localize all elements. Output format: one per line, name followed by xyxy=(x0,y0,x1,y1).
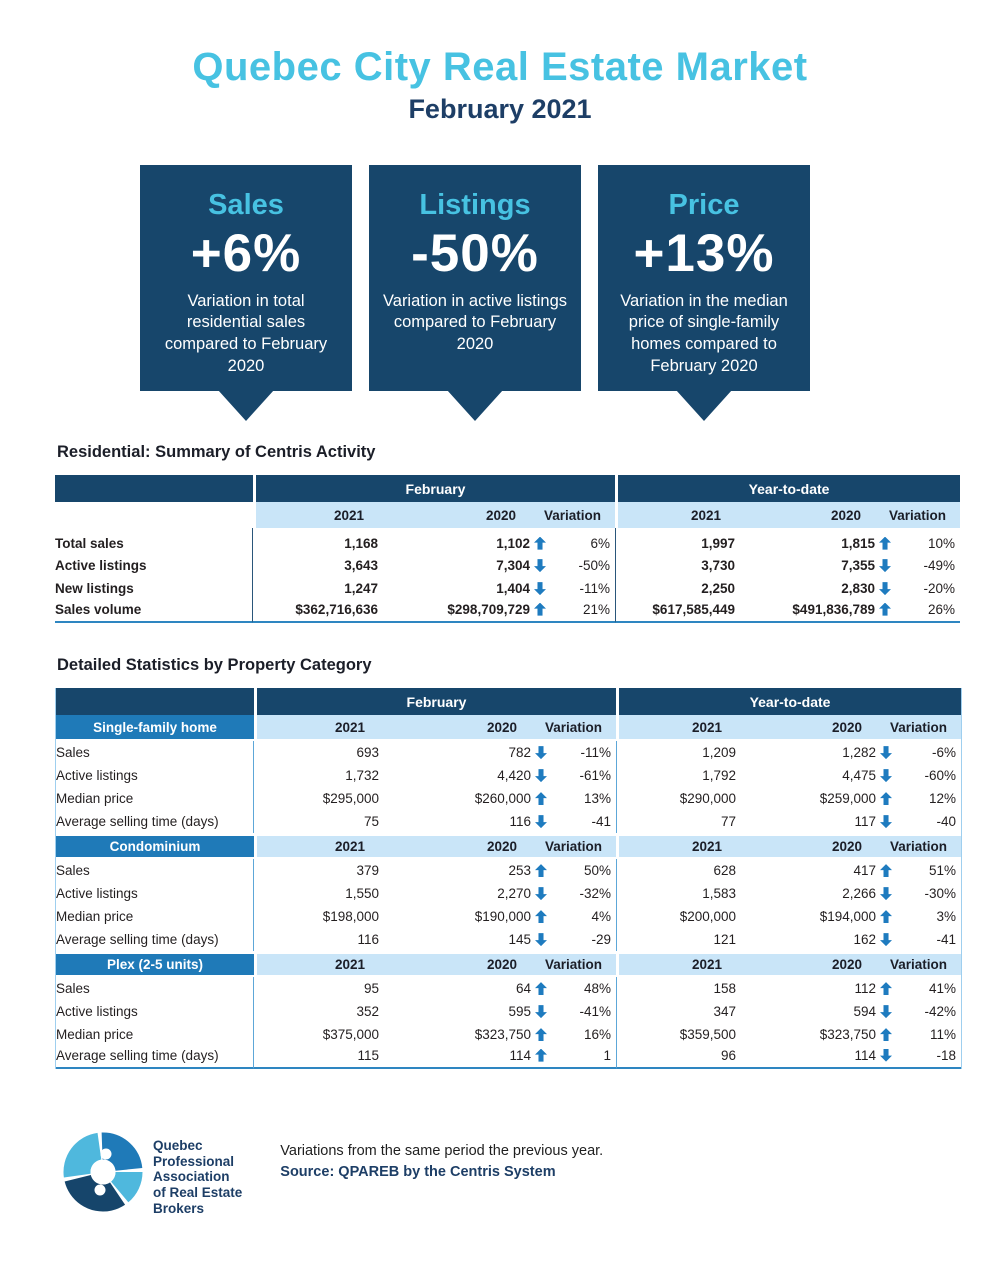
ytd-variation xyxy=(876,859,961,882)
kpi-value: +13% xyxy=(633,223,775,283)
row-label: Median price xyxy=(56,905,254,928)
col-header-2020: 2020 xyxy=(379,715,531,741)
ytd-2021-value: 628 xyxy=(616,859,736,882)
variation-arrow-icon xyxy=(880,769,892,782)
col-header-variation: Variation xyxy=(876,951,961,977)
variation-value: 11% xyxy=(930,1027,957,1043)
feb-2020-value: 116 xyxy=(509,814,531,830)
ytd-2020-value: 117 xyxy=(854,814,877,830)
kpi-value: -50% xyxy=(411,223,539,283)
category-header-row xyxy=(56,833,961,859)
ytd-2021-value: 1,583 xyxy=(616,882,736,905)
ytd-variation xyxy=(876,741,961,764)
feb-2021-value: 379 xyxy=(356,863,379,879)
category-header-row xyxy=(56,715,961,741)
feb-2020-value: 7,304 xyxy=(496,558,530,574)
col-header-2020: 2020 xyxy=(736,833,876,859)
page-subtitle: February 2021 xyxy=(408,94,592,124)
category-name: Single-family home xyxy=(56,715,254,741)
feb-variation xyxy=(531,1023,616,1046)
variation-arrow-icon xyxy=(535,864,547,877)
feb-2021-value: 1,168 xyxy=(344,535,378,551)
feb-2020-value: 1,404 xyxy=(496,581,530,597)
table-row xyxy=(56,741,961,764)
row-label: New listings xyxy=(55,577,253,600)
col-header-2021: 2021 xyxy=(254,715,379,741)
ytd-variation xyxy=(876,787,961,810)
variation-arrow-icon xyxy=(880,982,892,995)
feb-2021-value: $362,716,636 xyxy=(253,600,378,623)
variation-arrow-icon xyxy=(880,864,892,877)
variation-arrow-icon xyxy=(880,815,892,828)
row-label: Total sales xyxy=(55,528,253,554)
report-header xyxy=(0,0,1000,127)
feb-2021-value: $198,000 xyxy=(322,909,379,925)
ytd-2021-value: $617,585,449 xyxy=(615,600,735,623)
table-row xyxy=(56,787,961,810)
variation-value: 41% xyxy=(929,981,957,997)
ytd-2021-value: 96 xyxy=(616,1046,736,1069)
variation-arrow-icon xyxy=(535,1028,547,1041)
ytd-variation xyxy=(876,1000,961,1023)
detail-table xyxy=(55,688,962,1069)
feb-2020-value: 595 xyxy=(508,1004,531,1020)
feb-variation xyxy=(531,928,616,951)
variation-arrow-icon xyxy=(880,1005,892,1018)
ytd-2020-value: $194,000 xyxy=(819,909,877,925)
row-label: Active listings xyxy=(55,554,253,577)
ytd-variation xyxy=(876,882,961,905)
variation-value: 12% xyxy=(929,791,957,807)
ytd-2021-value: 1,792 xyxy=(616,764,736,787)
ytd-2021-value: $200,000 xyxy=(616,905,736,928)
row-label: Sales xyxy=(56,859,254,882)
variation-arrow-icon xyxy=(880,1049,892,1062)
variation-arrow-icon xyxy=(535,982,547,995)
summary-table xyxy=(55,475,960,623)
kpi-description: Variation in active listings compared to February 2020 xyxy=(382,291,568,354)
feb-variation xyxy=(531,905,616,928)
variation-value: 51% xyxy=(929,863,957,879)
col-header-2021: 2021 xyxy=(254,833,379,859)
feb-variation xyxy=(531,859,616,882)
feb-2021-value: 1,732 xyxy=(345,768,379,784)
feb-variation xyxy=(531,741,616,764)
ytd-variation xyxy=(875,577,960,600)
feb-2020-value: $323,750 xyxy=(474,1027,531,1043)
row-label: Median price xyxy=(56,1023,254,1046)
row-label: Average selling time (days) xyxy=(56,1046,254,1069)
variation-arrow-icon xyxy=(535,933,547,946)
kpi-heading: Sales xyxy=(208,189,284,222)
col-header-2021: 2021 xyxy=(253,502,378,528)
table-row xyxy=(56,859,961,882)
ytd-2020-value: 2,830 xyxy=(841,581,876,597)
variation-value: -11% xyxy=(579,581,611,597)
table-row xyxy=(55,600,960,623)
variation-arrow-icon xyxy=(535,1005,547,1018)
corner-cell xyxy=(56,688,254,715)
variation-value: 3% xyxy=(936,909,957,925)
table-row xyxy=(56,928,961,951)
row-label: Sales volume xyxy=(55,600,253,623)
variation-value: 13% xyxy=(583,791,612,807)
table-row xyxy=(56,905,961,928)
variation-arrow-icon xyxy=(535,815,547,828)
variation-arrow-icon xyxy=(880,1028,892,1041)
variation-arrow-icon xyxy=(534,582,546,595)
ytd-2021-value: $359,500 xyxy=(616,1023,736,1046)
feb-2021-value: 1,247 xyxy=(344,581,378,597)
ytd-2020-value: 112 xyxy=(854,981,877,997)
row-label: Sales xyxy=(56,977,254,1000)
variation-arrow-icon xyxy=(534,559,546,572)
variation-value: -41% xyxy=(579,1004,612,1020)
col-header-2021: 2021 xyxy=(616,715,736,741)
kpi-sales-callout xyxy=(140,165,352,391)
variation-arrow-icon xyxy=(879,559,891,572)
row-label: Sales xyxy=(56,741,254,764)
feb-2020-value: 2,270 xyxy=(497,886,531,902)
variation-arrow-icon xyxy=(880,746,892,759)
variation-value: -49% xyxy=(923,558,956,574)
feb-2020-value: 64 xyxy=(515,981,531,997)
ytd-variation xyxy=(875,528,960,554)
category-name: Plex (2-5 units) xyxy=(56,951,254,977)
source-note: Source: QPAREB by the Centris System xyxy=(280,1164,556,1181)
variation-value: 16% xyxy=(583,1027,612,1043)
ytd-2021-value: 3,730 xyxy=(615,554,735,577)
ytd-2021-value: 121 xyxy=(616,928,736,951)
org-name xyxy=(153,1129,242,1216)
ytd-variation xyxy=(875,554,960,577)
col-header-2020: 2020 xyxy=(379,833,531,859)
col-header-variation: Variation xyxy=(530,502,615,528)
ytd-2020-value: 417 xyxy=(853,863,877,879)
variation-arrow-icon xyxy=(879,537,891,550)
variation-arrow-icon xyxy=(879,603,891,616)
org-name-line: Association xyxy=(153,1169,230,1185)
variation-value: 48% xyxy=(583,981,612,997)
table-row xyxy=(56,1023,961,1046)
ytd-variation xyxy=(876,810,961,833)
feb-2020-value: 4,420 xyxy=(497,768,531,784)
feb-2021-value: 115 xyxy=(254,1046,379,1069)
table-row xyxy=(56,1000,961,1023)
variation-value: -40 xyxy=(936,814,957,830)
variation-arrow-icon xyxy=(535,769,547,782)
variation-value: -50% xyxy=(578,558,611,574)
ytd-2020-value: 594 xyxy=(853,1004,877,1020)
feb-variation xyxy=(531,1000,616,1023)
table-row xyxy=(56,810,961,833)
variation-value: -30% xyxy=(924,886,957,902)
feb-2020-value: 145 xyxy=(508,932,531,948)
ytd-variation xyxy=(876,905,961,928)
ytd-variation xyxy=(876,764,961,787)
variation-value: -18 xyxy=(936,1047,957,1063)
variation-arrow-icon xyxy=(880,792,892,805)
feb-2020-value: 253 xyxy=(508,863,531,879)
feb-variation xyxy=(531,810,616,833)
variation-value: -41 xyxy=(591,814,612,830)
group-header-ytd: Year-to-date xyxy=(615,475,960,502)
ytd-2020-value: $259,000 xyxy=(819,791,877,807)
feb-2021-value: 1,550 xyxy=(345,886,379,902)
col-header-variation: Variation xyxy=(875,502,960,528)
ytd-2020-value: 1,282 xyxy=(842,745,877,761)
variation-value: 4% xyxy=(591,909,612,925)
ytd-variation xyxy=(876,1046,961,1069)
page-title: Quebec City Real Estate Market xyxy=(192,45,808,89)
col-header-2021: 2021 xyxy=(616,951,736,977)
ytd-2020-value: 162 xyxy=(853,932,877,948)
feb-2021-value: 693 xyxy=(356,745,379,761)
table-row xyxy=(55,528,960,554)
variation-value: 6% xyxy=(590,535,611,551)
col-header-2020: 2020 xyxy=(735,502,875,528)
kpi-description: Variation in total residential sales compared to February 2020 xyxy=(164,291,328,375)
kpi-price-callout xyxy=(598,165,810,391)
feb-variation xyxy=(531,787,616,810)
feb-2021-value: $375,000 xyxy=(322,1027,379,1043)
summary-section-title: Residential: Summary of Centris Activity xyxy=(57,443,376,462)
feb-variation xyxy=(531,882,616,905)
table-row xyxy=(56,1046,961,1069)
feb-variation xyxy=(530,600,615,623)
ytd-2020-value: 7,355 xyxy=(841,558,876,574)
variation-arrow-icon xyxy=(880,933,892,946)
category-header-row xyxy=(56,951,961,977)
ytd-2021-value: 158 xyxy=(616,977,736,1000)
col-header-2021: 2021 xyxy=(615,502,735,528)
row-label: Median price xyxy=(56,787,254,810)
feb-variation xyxy=(531,764,616,787)
kpi-value: +6% xyxy=(190,223,302,283)
ytd-2020-value: 4,475 xyxy=(842,768,877,784)
corner-cell xyxy=(55,475,253,502)
feb-variation xyxy=(530,554,615,577)
ytd-variation xyxy=(875,600,960,623)
blank-cell xyxy=(55,502,253,528)
variation-arrow-icon xyxy=(534,603,546,616)
org-name-line: Brokers xyxy=(153,1200,205,1216)
col-header-2020: 2020 xyxy=(736,715,876,741)
feb-2021-value: 352 xyxy=(356,1004,379,1020)
col-header-2020: 2020 xyxy=(378,502,530,528)
feb-2021-value: $295,000 xyxy=(322,791,379,807)
ytd-variation xyxy=(876,1023,961,1046)
variation-value: -11% xyxy=(580,745,612,761)
col-header-2020: 2020 xyxy=(379,951,531,977)
feb-2020-value: 114 xyxy=(379,1046,531,1069)
ytd-2020-value: 114 xyxy=(736,1046,876,1069)
variation-value: -61% xyxy=(579,768,612,784)
variation-value: 10% xyxy=(928,535,956,551)
kpi-heading: Listings xyxy=(419,189,531,222)
variation-value: -32% xyxy=(579,886,612,902)
variation-arrow-icon xyxy=(879,582,891,595)
kpi-callouts xyxy=(140,165,1000,391)
ytd-2020-value: 1,815 xyxy=(841,535,876,551)
feb-variation xyxy=(531,977,616,1000)
variation-value: 26% xyxy=(928,601,956,617)
variation-arrow-icon xyxy=(535,1049,547,1062)
col-header-variation: Variation xyxy=(531,833,616,859)
ytd-2020-value: $323,750 xyxy=(819,1027,877,1043)
col-header-variation: Variation xyxy=(876,833,961,859)
variation-arrow-icon xyxy=(535,792,547,805)
feb-2021-value: 3,643 xyxy=(344,558,378,574)
row-label: Active listings xyxy=(56,764,254,787)
variation-arrow-icon xyxy=(880,910,892,923)
variation-arrow-icon xyxy=(535,910,547,923)
table-row xyxy=(56,882,961,905)
variation-value: -29 xyxy=(591,932,612,948)
variation-value: -42% xyxy=(924,1004,957,1020)
detail-section-title: Detailed Statistics by Property Category xyxy=(57,656,372,675)
variation-value: -60% xyxy=(924,768,957,784)
feb-variation xyxy=(530,577,615,600)
qpareb-logo xyxy=(62,1129,144,1213)
ytd-variation xyxy=(876,977,961,1000)
feb-variation xyxy=(530,528,615,554)
variation-arrow-icon xyxy=(534,537,546,550)
col-header-variation: Variation xyxy=(876,715,961,741)
group-header-february: February xyxy=(253,475,615,502)
ytd-2020-value: 2,266 xyxy=(842,886,877,902)
variation-arrow-icon xyxy=(535,746,547,759)
table-row xyxy=(56,977,961,1000)
group-header-ytd: Year-to-date xyxy=(616,688,961,715)
col-header-variation: Variation xyxy=(531,951,616,977)
row-label: Average selling time (days) xyxy=(56,810,254,833)
variations-note: Variations from the same period the previous year. xyxy=(280,1143,604,1160)
table-row xyxy=(56,764,961,787)
variation-value: -6% xyxy=(932,745,957,761)
col-header-variation: Variation xyxy=(531,715,616,741)
kpi-description: Variation in the median price of single-family homes compared to February 2020 xyxy=(620,291,788,375)
variation-value: 50% xyxy=(583,863,612,879)
org-name-line: Professional xyxy=(153,1153,235,1169)
feb-2020-value: 782 xyxy=(508,745,531,761)
feb-2020-value: 1,102 xyxy=(496,535,530,551)
variation-value: 21% xyxy=(582,601,611,617)
kpi-heading: Price xyxy=(668,189,740,222)
ytd-2021-value: $290,000 xyxy=(616,787,736,810)
group-header-february: February xyxy=(254,688,616,715)
column-header-row xyxy=(55,502,960,528)
group-header-row xyxy=(55,475,960,502)
feb-2021-value: 116 xyxy=(357,932,379,948)
feb-2020-value: $298,709,729 xyxy=(378,600,530,623)
row-label: Active listings xyxy=(56,882,254,905)
feb-2021-value: 95 xyxy=(363,981,379,997)
group-header-row xyxy=(56,688,961,715)
feb-2020-value: $260,000 xyxy=(474,791,531,807)
table-row xyxy=(55,554,960,577)
variation-arrow-icon xyxy=(535,887,547,900)
feb-2021-value: 75 xyxy=(363,814,379,830)
ytd-2021-value: 77 xyxy=(616,810,736,833)
feb-2020-value: $190,000 xyxy=(474,909,531,925)
report-footer xyxy=(62,1129,1000,1216)
footnote xyxy=(280,1129,603,1183)
ytd-2020-value: $491,836,789 xyxy=(735,600,875,623)
table-row xyxy=(55,577,960,600)
row-label: Active listings xyxy=(56,1000,254,1023)
variation-value: 1 xyxy=(603,1047,612,1063)
variation-arrow-icon xyxy=(880,887,892,900)
variation-value: -41 xyxy=(936,932,957,948)
col-header-2021: 2021 xyxy=(616,833,736,859)
category-name: Condominium xyxy=(56,833,254,859)
ytd-2021-value: 2,250 xyxy=(615,577,735,600)
ytd-2021-value: 1,997 xyxy=(615,528,735,554)
org-name-line: of Real Estate xyxy=(153,1185,243,1201)
variation-value: -20% xyxy=(923,581,956,597)
kpi-listings-callout xyxy=(369,165,581,391)
col-header-2020: 2020 xyxy=(736,951,876,977)
feb-variation xyxy=(531,1046,616,1069)
col-header-2021: 2021 xyxy=(254,951,379,977)
org-name-line: Quebec xyxy=(153,1138,203,1154)
ytd-variation xyxy=(876,928,961,951)
ytd-2021-value: 347 xyxy=(616,1000,736,1023)
row-label: Average selling time (days) xyxy=(56,928,254,951)
ytd-2021-value: 1,209 xyxy=(616,741,736,764)
